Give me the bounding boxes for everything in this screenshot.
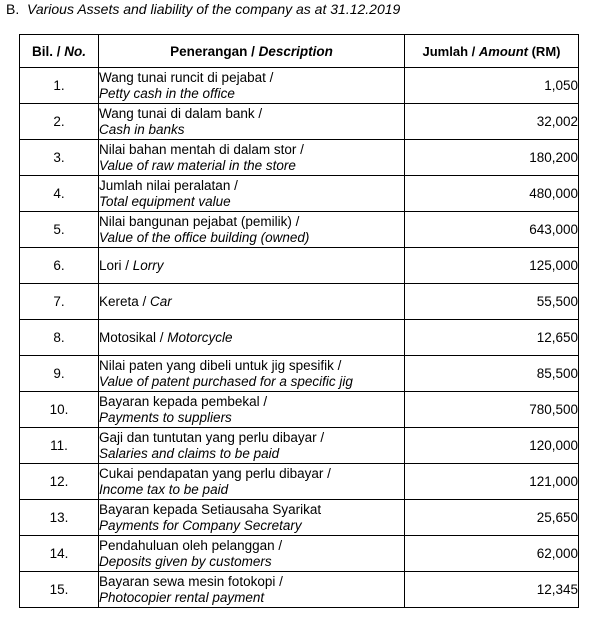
row-description <box>99 212 405 248</box>
row-description <box>99 176 405 212</box>
section-heading <box>6 1 400 17</box>
description-malay: Wang tunai runcit di pejabat / <box>99 69 274 85</box>
row-description <box>99 284 405 320</box>
table-row <box>20 104 579 140</box>
table-row <box>20 284 579 320</box>
description-english: Payments to suppliers <box>99 409 232 425</box>
description-malay: Pendahuluan oleh pelanggan / <box>99 537 283 553</box>
row-amount: 32,002 <box>405 104 579 140</box>
row-description <box>99 104 405 140</box>
section-letter: B. <box>6 1 20 17</box>
row-number: 2. <box>20 104 99 140</box>
row-number: 3. <box>20 140 99 176</box>
description-malay: Lori / <box>99 257 133 273</box>
row-number: 7. <box>20 284 99 320</box>
row-description <box>99 320 405 356</box>
row-amount: 55,500 <box>405 284 579 320</box>
row-description <box>99 428 405 464</box>
row-amount: 25,650 <box>405 500 579 536</box>
table-row <box>20 572 579 608</box>
description-english: Value of the office building (owned) <box>99 229 310 245</box>
description-malay: Bayaran kepada Setiausaha Syarikat <box>99 501 322 517</box>
description-english: Value of patent purchased for a specific jig <box>99 373 353 389</box>
description-english: Photocopier rental payment <box>99 589 265 605</box>
table-row <box>20 140 579 176</box>
table-row <box>20 248 579 284</box>
description-malay: Kereta / <box>99 293 151 309</box>
description-english: Income tax to be paid <box>99 481 229 497</box>
row-number: 6. <box>20 248 99 284</box>
table-row <box>20 176 579 212</box>
header-number-ms: Bil. / <box>31 43 65 59</box>
assets-liabilities-table <box>19 34 579 608</box>
row-amount: 780,500 <box>405 392 579 428</box>
row-number: 9. <box>20 356 99 392</box>
row-amount: 643,000 <box>405 212 579 248</box>
row-description <box>99 248 405 284</box>
header-number-en: No. <box>64 43 86 59</box>
row-amount: 121,000 <box>405 464 579 500</box>
row-number: 10. <box>20 392 99 428</box>
description-malay: Motosikal / <box>99 329 168 345</box>
row-number: 15. <box>20 572 99 608</box>
description-malay: Wang tunai di dalam bank / <box>99 105 263 121</box>
description-english: Petty cash in the office <box>99 85 235 101</box>
description-english: Motorcycle <box>167 329 233 345</box>
table-row <box>20 428 579 464</box>
table-header-row <box>20 35 579 68</box>
row-description <box>99 356 405 392</box>
header-amount <box>405 35 579 68</box>
description-english: Salaries and claims to be paid <box>99 445 280 461</box>
description-english: Deposits given by customers <box>99 553 272 569</box>
description-malay: Bayaran sewa mesin fotokopi / <box>99 573 283 589</box>
row-number: 14. <box>20 536 99 572</box>
description-malay: Bayaran kepada pembekal / <box>99 393 268 409</box>
row-amount: 180,200 <box>405 140 579 176</box>
row-number: 5. <box>20 212 99 248</box>
table-row <box>20 392 579 428</box>
table-row <box>20 356 579 392</box>
row-number: 4. <box>20 176 99 212</box>
description-english: Car <box>150 293 172 309</box>
row-description <box>99 68 405 104</box>
description-english: Value of raw material in the store <box>99 157 296 173</box>
row-description <box>99 572 405 608</box>
row-number: 11. <box>20 428 99 464</box>
description-malay: Cukai pendapatan yang perlu dibayar / <box>99 465 331 481</box>
row-number: 1. <box>20 68 99 104</box>
description-english: Total equipment value <box>99 193 231 209</box>
header-amount-unit: (RM) <box>527 43 561 59</box>
row-description <box>99 500 405 536</box>
description-english: Payments for Company Secretary <box>99 517 302 533</box>
description-english: Cash in banks <box>99 121 185 137</box>
header-description-en: Description <box>258 43 333 59</box>
description-malay: Nilai paten yang dibeli untuk jig spesifik / <box>99 357 342 373</box>
table-row <box>20 68 579 104</box>
row-description <box>99 536 405 572</box>
header-amount-en: Amount <box>478 43 528 59</box>
row-amount: 125,000 <box>405 248 579 284</box>
row-number: 8. <box>20 320 99 356</box>
header-description <box>99 35 405 68</box>
row-number: 13. <box>20 500 99 536</box>
table-row <box>20 536 579 572</box>
row-description <box>99 464 405 500</box>
header-number <box>20 35 99 68</box>
row-number: 12. <box>20 464 99 500</box>
description-malay: Jumlah nilai peralatan / <box>99 177 238 193</box>
row-amount: 480,000 <box>405 176 579 212</box>
description-english: Lorry <box>132 257 164 273</box>
row-amount: 85,500 <box>405 356 579 392</box>
header-description-ms: Penerangan / <box>170 43 259 59</box>
row-amount: 120,000 <box>405 428 579 464</box>
description-malay: Gaji dan tuntutan yang perlu dibayar / <box>99 429 325 445</box>
table-row <box>20 500 579 536</box>
description-malay: Nilai bahan mentah di dalam stor / <box>99 141 304 157</box>
row-amount: 12,650 <box>405 320 579 356</box>
section-title: Various Assets and liability of the company as at 31.12.2019 <box>27 1 401 17</box>
table-row <box>20 464 579 500</box>
description-malay: Nilai bangunan pejabat (pemilik) / <box>99 213 300 229</box>
row-description <box>99 140 405 176</box>
row-amount: 62,000 <box>405 536 579 572</box>
row-amount: 1,050 <box>405 68 579 104</box>
row-description <box>99 392 405 428</box>
table-row <box>20 212 579 248</box>
row-amount: 12,345 <box>405 572 579 608</box>
header-amount-ms: Jumlah / <box>422 43 479 59</box>
table-row <box>20 320 579 356</box>
